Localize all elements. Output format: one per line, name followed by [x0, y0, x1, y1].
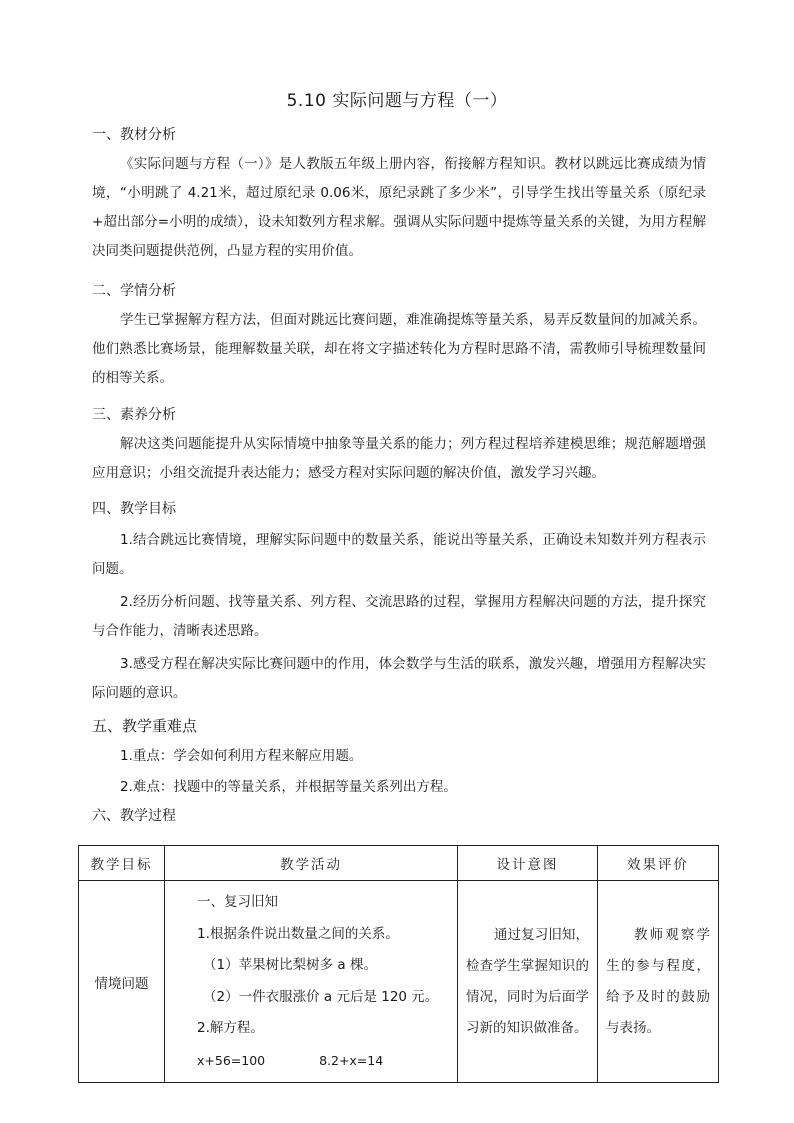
section-teaching-process — [92, 804, 706, 828]
section-heading: 六、教学过程 — [92, 808, 176, 824]
table-row — [79, 881, 719, 1083]
activity-question: （2）一件衣服涨价 a 元后是 120 元。 — [203, 988, 439, 1005]
goal-cell: 情境问题 — [79, 881, 165, 1083]
teaching-process-table — [78, 845, 719, 1083]
activity-question: （1）苹果树比梨树多 a 棵。 — [203, 957, 377, 973]
section-heading: 二、学情分析 — [92, 283, 176, 299]
design-intent-cell — [458, 881, 598, 1083]
goal-item: 3.感受方程在解决实际比赛问题中的作用，体会数学与生活的联系，激发兴趣，增强用方程解决实际问题的意识。 — [92, 656, 706, 701]
section-student-analysis — [92, 279, 706, 393]
section-key-points — [92, 714, 706, 803]
section-textbook-analysis — [92, 123, 706, 266]
activity-cell — [165, 881, 458, 1083]
effect-evaluation-text: 教师观察学生的参与程度，给予及时的鼓励与表扬。 — [606, 926, 710, 1036]
table-header-row — [79, 846, 719, 881]
activity-part-title: 一、复习旧知 — [197, 894, 278, 910]
goal-item: 1.结合跳远比赛情境，理解实际问题中的数量关系，能说出等量关系，正确设未知数并列方程表示问题。 — [92, 532, 706, 577]
key-point: 1.重点：学会如何利用方程来解应用题。 — [120, 748, 363, 764]
design-intent-text: 通过复习旧知，检查学生掌握知识的情况，同时为后面学习新的知识做准备。 — [466, 926, 589, 1036]
header-teaching-goal: 教学目标 — [79, 846, 165, 881]
section-heading: 三、素养分析 — [92, 407, 176, 423]
section-literacy-analysis — [92, 403, 706, 488]
goal-item: 2.经历分析问题、找等量关系、列方程、交流思路的过程，掌握用方程解决问题的方法，提升探究与合作能力，清晰表述思路。 — [92, 594, 706, 639]
section-heading: 四、教学目标 — [92, 501, 176, 517]
equation: x+56=100 — [197, 1052, 266, 1068]
equation: 8.2+x=14 — [319, 1052, 384, 1068]
effect-evaluation-cell — [598, 881, 719, 1083]
section-teaching-goals — [92, 497, 706, 708]
section-paragraph: 解决这类问题能提升从实际情境中抽象等量关系的能力；列方程过程培养建模思维；规范解题增强应用意识；小组交流提升表达能力；感受方程对实际问题的解决价值，激发学习兴趣。 — [92, 436, 706, 481]
header-design-intent: 设计意图 — [458, 846, 598, 881]
section-paragraph: 《实际问题与方程（一）》是人教版五年级上册内容，衔接解方程知识。教材以跳远比赛成绩为情境，“小明跳了 4.21米，超过原纪录 0.06米，原纪录跳了多少米”，引导学生找出等量关系（原纪录+超出部分=小明的成绩），设未知数列方程求解。强调从实际问题中提炼等量关系的关键，为用方程解决同类问题提供范例，凸显方程的实用价值。 — [92, 156, 706, 259]
document-title: 5.10 实际问题与方程（一） — [286, 91, 508, 111]
difficult-point: 2.难点：找题中的等量关系，并根据等量关系列出方程。 — [120, 779, 457, 795]
section-heading: 一、教材分析 — [92, 127, 176, 143]
section-paragraph: 学生已掌握解方程方法，但面对跳远比赛问题，难准确提炼等量关系，易弄反数量间的加减关系。他们熟悉比赛场景，能理解数量关联，却在将文字描述转化为方程时思路不清，需教师引导梳理数量间的相等关系。 — [92, 312, 706, 386]
activity-item: 1.根据条件说出数量之间的关系。 — [197, 925, 399, 942]
header-effect-evaluation: 效果评价 — [598, 846, 719, 881]
header-teaching-activity: 教学活动 — [165, 846, 458, 881]
equation-row — [197, 1045, 447, 1077]
activity-item: 2.解方程。 — [197, 1020, 264, 1036]
section-heading: 五、教学重难点 — [92, 717, 198, 735]
